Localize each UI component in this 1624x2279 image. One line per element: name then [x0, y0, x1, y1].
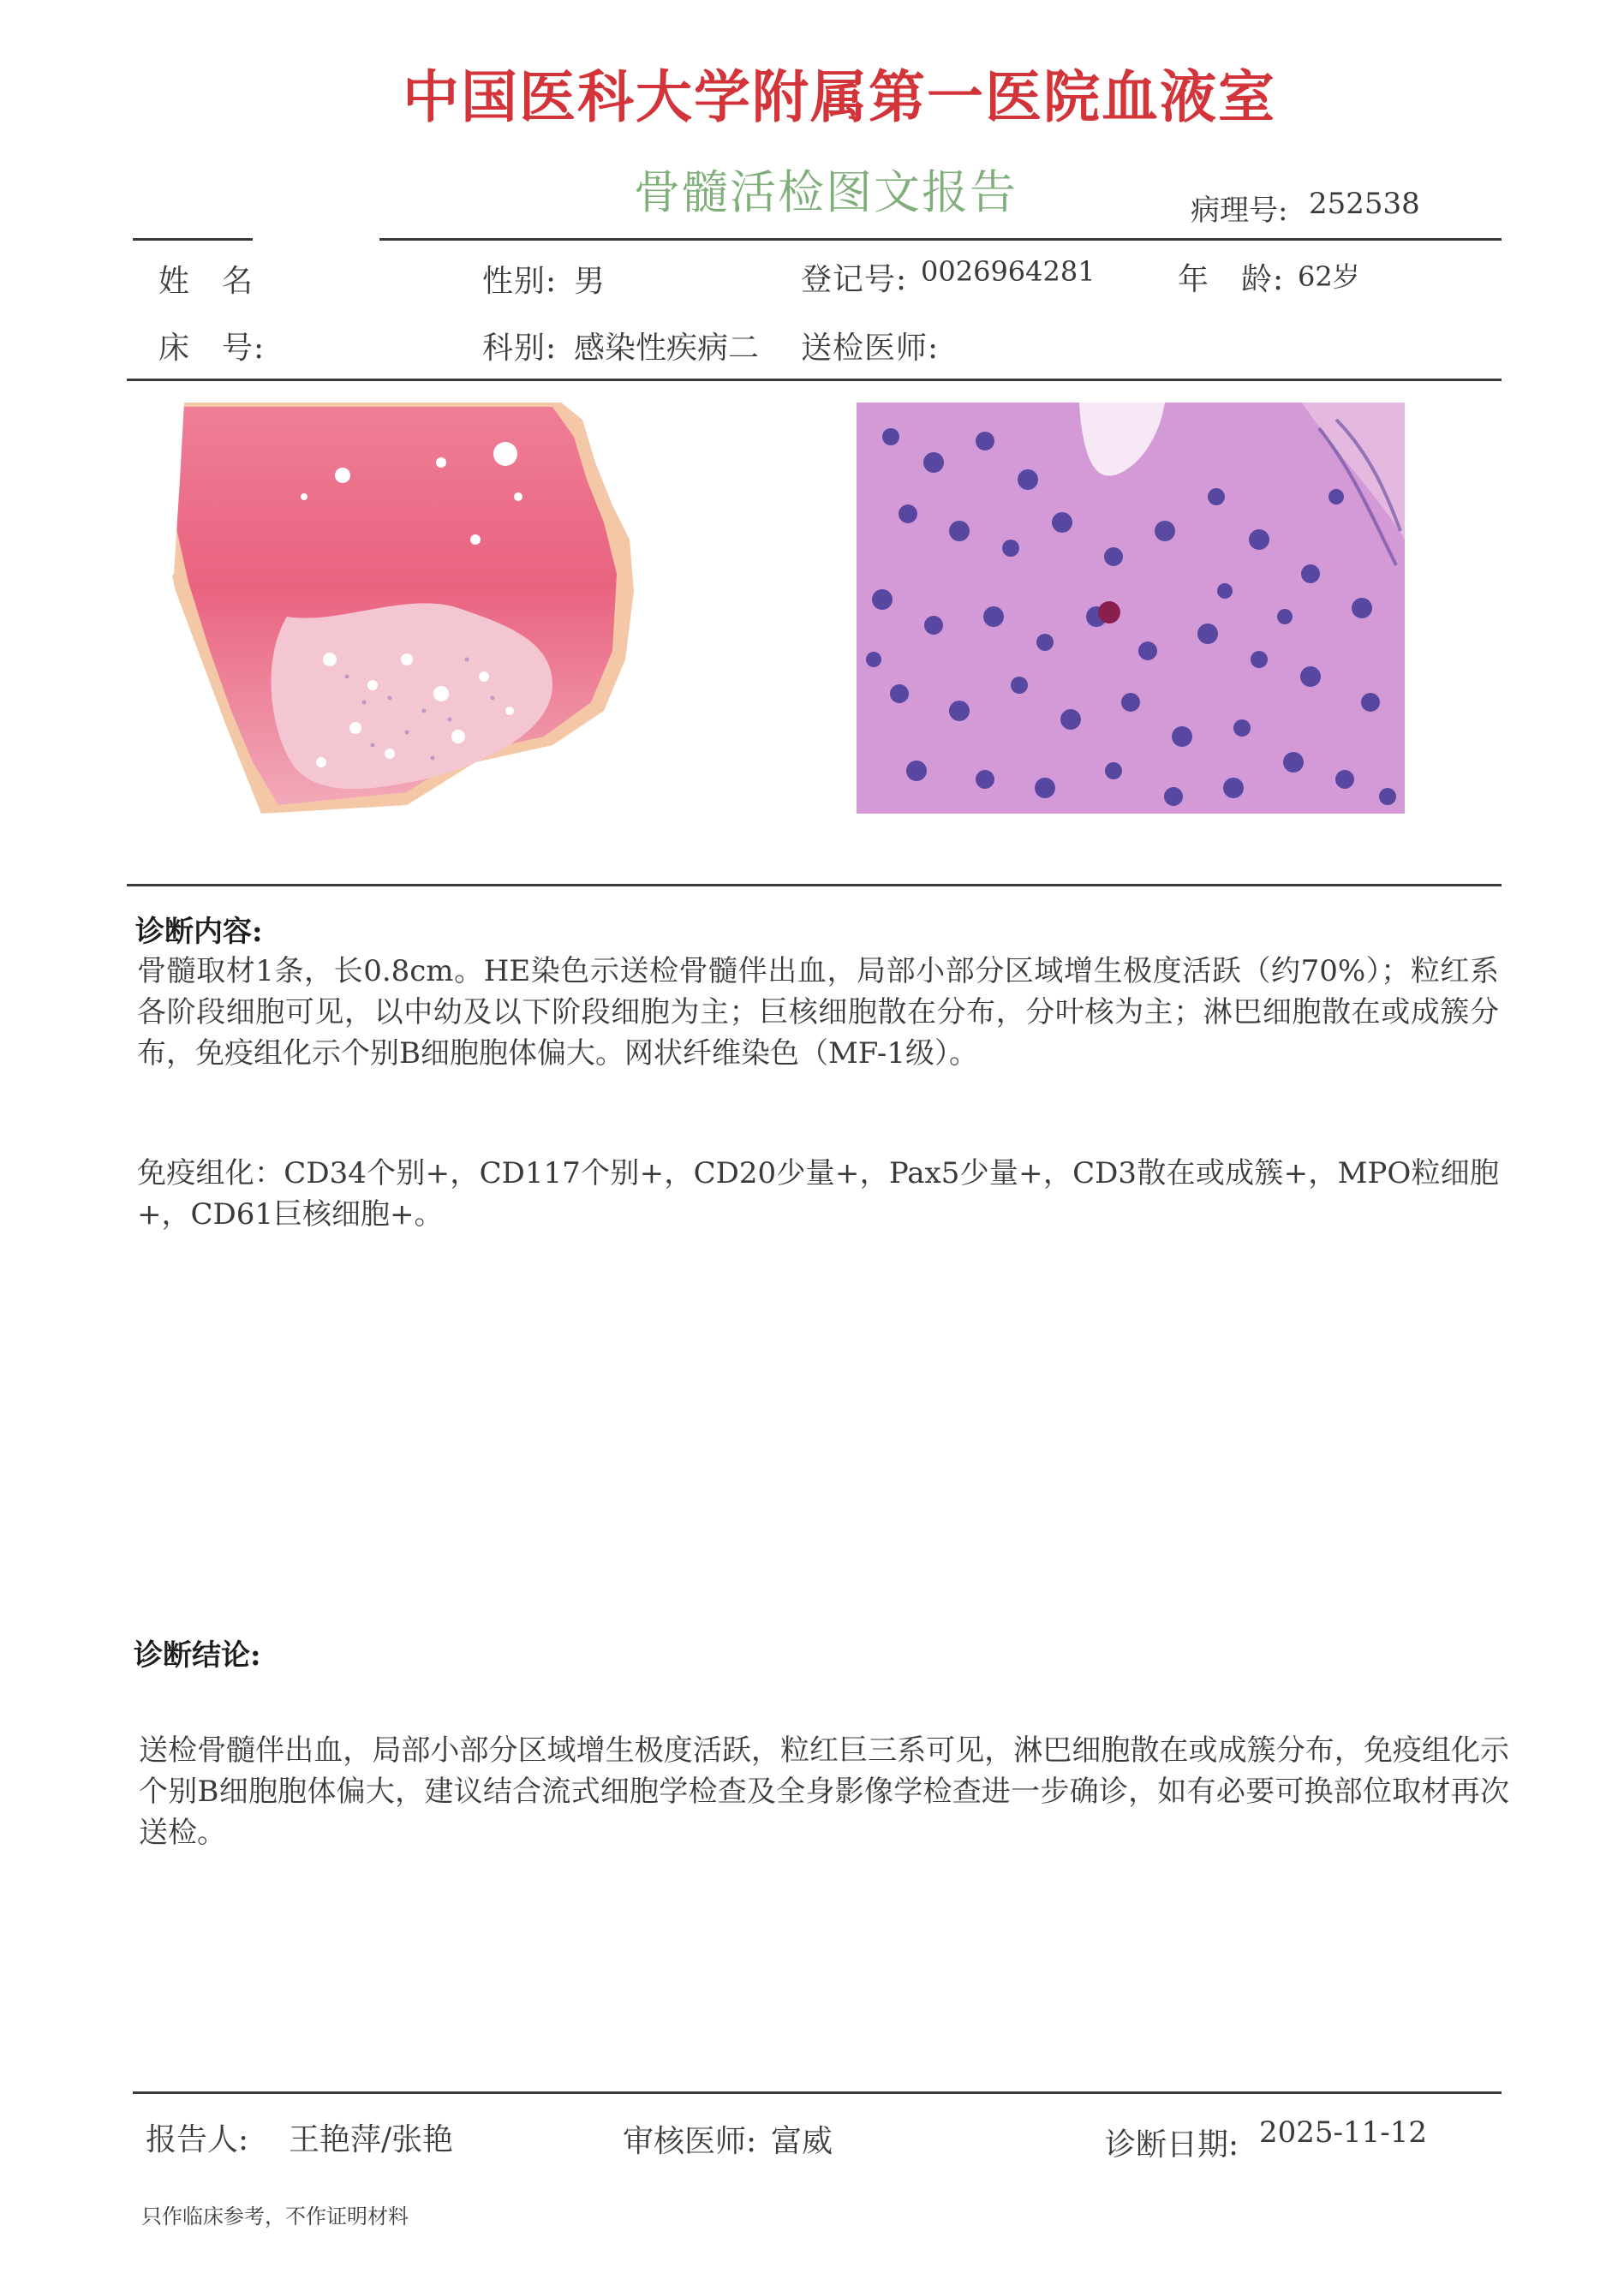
- pathology-no-label: 病理号:: [1191, 194, 1288, 228]
- pathology-no-value: 252538: [1309, 187, 1420, 221]
- diagnosis-content-heading: 诊断内容:: [135, 915, 263, 949]
- diagnosis-conclusion-heading: 诊断结论:: [134, 1638, 261, 1673]
- reporter-value: 王艳萍/张艳: [289, 2122, 454, 2157]
- immunohistochemistry-text: 免疫组化：CD34个别+，CD117个别+，CD20少量+，Pax5少量+，CD3散在或成簇+，MPO粒细胞+，CD61巨核细胞+。: [137, 1156, 1499, 1232]
- diagnosis-content-text: 骨髓取材1条，长0.8cm。HE染色示送检骨髓伴出血，局部小部分区域增生极度活跃（约70%）；粒红系各阶段细胞可见，以中幼及以下阶段细胞为主；巨核细胞散在分布，分叶核为主；淋巴细胞散在或成簇分布，免疫组化示个别B细胞胞体偏大。网状纤维染色（MF-1级）。: [137, 954, 1499, 1071]
- age-label: 年 龄:: [1178, 262, 1285, 297]
- reviewer-value: 富威: [771, 2124, 833, 2159]
- gender-label: 性别:: [482, 264, 558, 299]
- diagnosis-date-label: 诊断日期:: [1105, 2127, 1239, 2163]
- hospital-title: 中国医科大学附属第一医院血液室: [403, 63, 1276, 130]
- footer-top-rule: [133, 2091, 1502, 2094]
- name-label: 姓 名: [158, 264, 254, 299]
- gender-value: 男: [574, 264, 606, 299]
- images-bottom-rule: [127, 884, 1502, 886]
- registration-label: 登记号:: [801, 262, 908, 297]
- diagnosis-date-value: 2025-11-12: [1259, 2115, 1428, 2150]
- diagnosis-conclusion-text: 送检骨髓伴出血，局部小部分区域增生极度活跃，粒红巨三系可见，淋巴细胞散在或成簇分布，免疫组化示个别B细胞胞体偏大，建议结合流式细胞学检查及全身影像学检查进一步确诊，如有必要可换部位取材再次送检。: [139, 1733, 1509, 1850]
- bed-label: 床 号:: [158, 331, 266, 366]
- low-power-histology-image: [150, 403, 655, 814]
- reporter-label: 报告人:: [146, 2122, 249, 2157]
- info-bottom-rule: [127, 379, 1502, 381]
- report-title: 骨髓活检图文报告: [634, 165, 1018, 219]
- department-value: 感染性疾病二: [574, 331, 760, 365]
- age-value: 62岁: [1298, 260, 1360, 293]
- department-label: 科别:: [482, 331, 558, 366]
- submitting-doctor-label: 送检医师:: [801, 331, 940, 366]
- header-rule-left: [133, 238, 253, 241]
- reviewer-label: 审核医师:: [623, 2124, 757, 2159]
- high-power-histology-image: [857, 403, 1405, 814]
- disclaimer-text: 只作临床参考，不作证明材料: [141, 2204, 409, 2228]
- registration-value: 0026964281: [921, 255, 1096, 288]
- header-rule-right: [379, 238, 1502, 241]
